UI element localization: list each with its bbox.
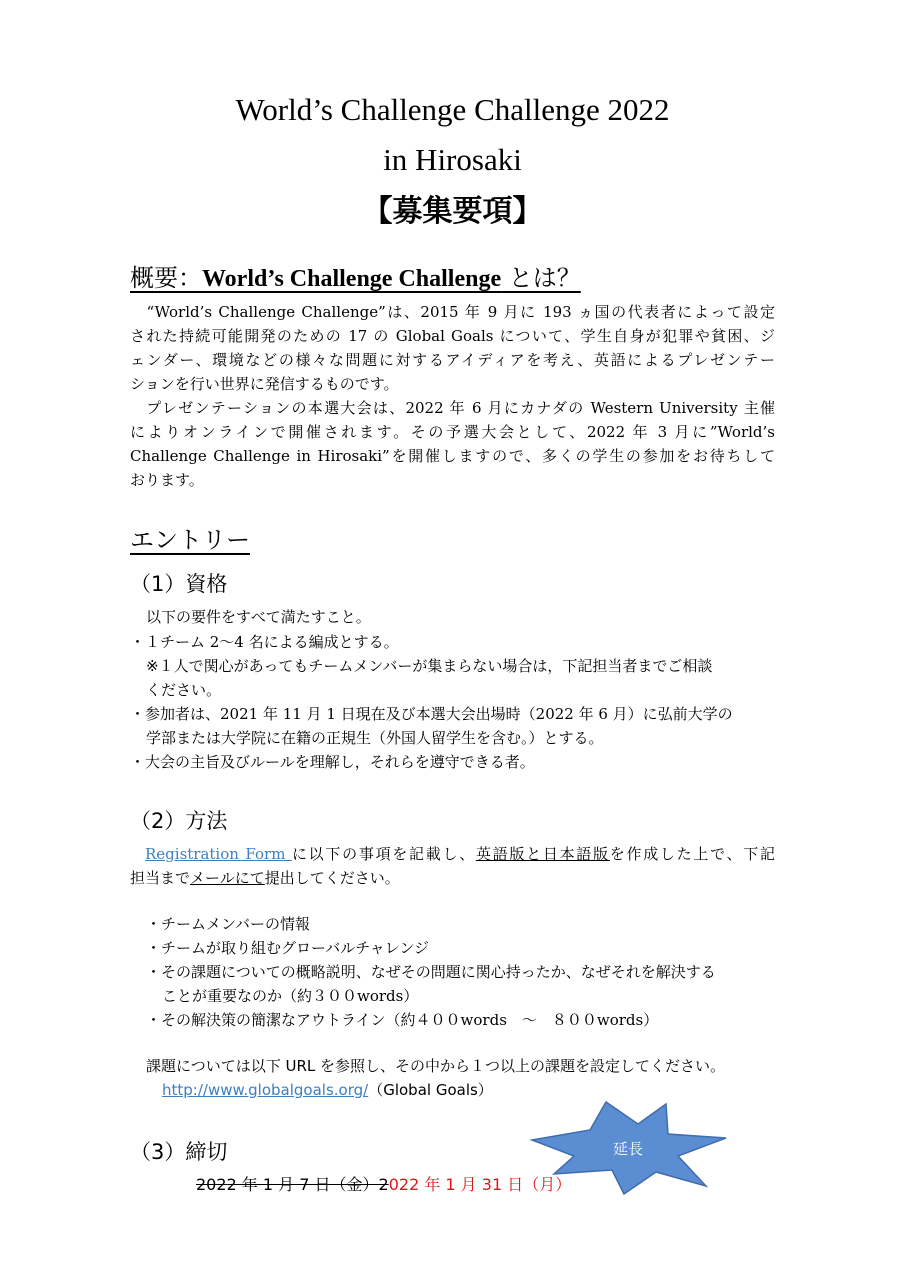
qualification-line: ・大会の主旨及びルールを理解し，それらを遵守できる者。 [130,753,535,771]
registration-form-link[interactable]: Registration Form [145,845,292,863]
method-item: ・その解決策の簡潔なアウトライン（約４００words ～ ８００words） [146,1011,659,1029]
qualification-note: ください。 [146,681,222,699]
method-text-2: を作成した上で、下記 [609,845,775,863]
method-heading: （2）方法 [130,809,228,833]
overview-line: “World’s Challenge Challenge”は、2015 年 9 月に 193 ヵ国の代表者によって設定 [130,303,775,321]
title-line-1: World’s Challenge Challenge 2022 [235,92,670,127]
method-emphasis-1: 英語版と日本語版 [475,845,610,863]
global-goals-line [162,1078,493,1102]
overview-line: おります。 [130,471,204,489]
method-item: ・その課題についての概略説明、なぜその問題に関心持ったか、なぜそれを解決する [146,963,716,981]
overview-heading-latin: World’s Challenge Challenge [202,266,502,292]
method-text-3: 担当まで [130,869,191,887]
overview-heading-suffix: とは？ [501,264,581,292]
method-item: ことが重要なのか（約３００words） [162,987,419,1005]
method-emphasis-2: メールにて [190,869,265,887]
overview-line: ェンダー、環境などの様々な問題に対するアイディアを考え、英語によるプレゼンテー [130,351,775,369]
method-item: ・チームメンバーの情報 [146,915,310,933]
qualification-line: 学部または大学院に在籍の正規生（外国人留学生を含む。）とする。 [146,729,604,747]
entry-heading: エントリー [130,526,250,554]
deadline-old-date: 2022 年 1 月 7 日（金）2 [196,1175,389,1194]
badge-label: 延長 [612,1140,644,1158]
qualification-line: 以下の要件をすべて満たすこと。 [146,608,371,626]
title-line-2: in Hirosaki [383,142,522,177]
global-goals-link[interactable]: http://www.globalgoals.org/ [162,1081,369,1099]
deadline-new-date: 022 年 1 月 31 日（月） [388,1175,572,1194]
global-goals-label: （Global Goals） [368,1081,493,1099]
overview-line: された持続可能開発のための 17 の Global Goals について、学生自身が犯罪や貧困、ジ [130,327,775,345]
overview-heading-prefix: 概要： [130,264,202,292]
deadline-heading: （3）締切 [130,1140,228,1164]
overview-heading [130,258,581,293]
overview-line: ションを行い世界に発信するものです。 [130,375,399,393]
extension-badge [528,1100,728,1196]
method-line-1 [130,842,775,866]
deadline-dates [196,1172,571,1195]
title-line-3: 【募集要項】 [362,194,543,229]
method-text-4: 提出してください。 [264,869,400,887]
method-item: ・チームが取り組むグローバルチャレンジ [146,939,430,957]
qualification-note: ※１人で関心があってもチームメンバーが集まらない場合は，下記担当者までご相談 [146,657,713,675]
method-text-1: に以下の事項を記載し、 [291,845,476,863]
qualification-heading: （1）資格 [130,572,228,596]
overview-line: Challenge Challenge in Hirosaki”を開催しますので、多くの学生の参加をお待ちして [130,447,775,465]
qualification-line: ・参加者は、2021 年 11 月 1 日現在及び本選大会出場時（2022 年 6 月）に弘前大学の [130,705,733,723]
method-note: 課題については以下 URL を参照し、その中から１つ以上の課題を設定してください。 [146,1057,725,1075]
overview-line: プレゼンテーションの本選大会は、2022 年 6 月にカナダの Western University 主催 [130,399,775,417]
overview-line: によりオンラインで開催されます。その予選大会として、2022 年 3 月に”World’s [130,423,775,441]
method-line-2 [130,866,400,890]
qualification-line: ・１チーム 2～4 名による編成とする。 [130,633,399,651]
